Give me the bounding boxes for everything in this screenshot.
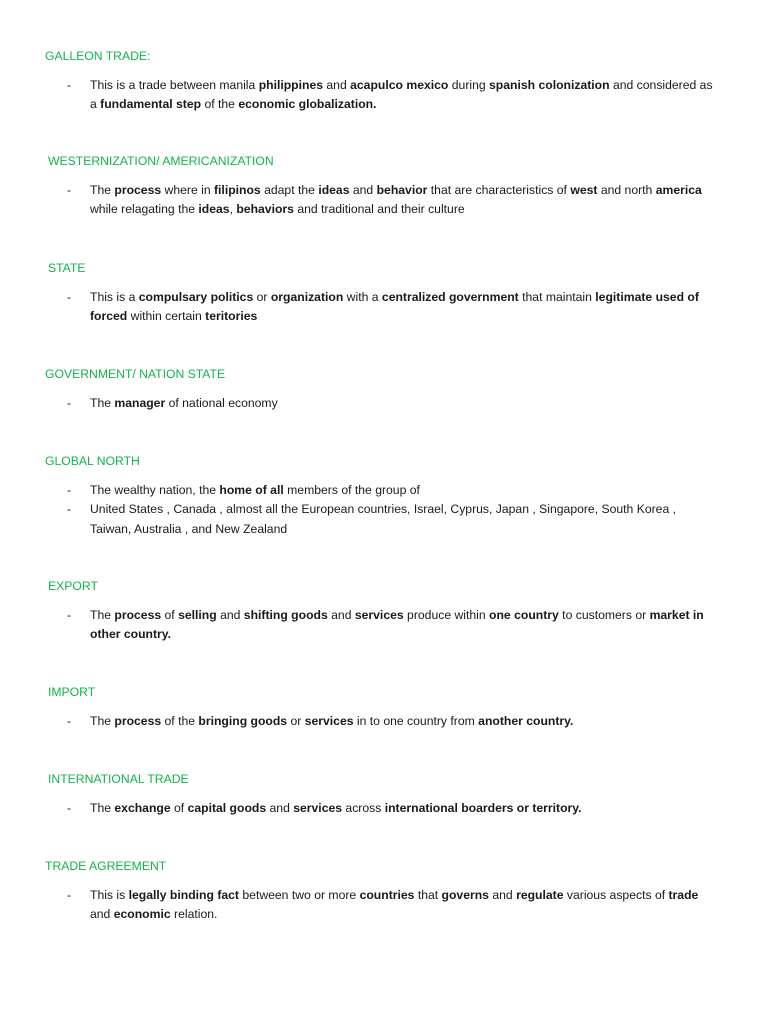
body-text: with a bbox=[343, 290, 382, 304]
bold-term: another country. bbox=[478, 714, 574, 728]
bold-term: economic globalization. bbox=[238, 97, 377, 112]
bold-term: west bbox=[570, 183, 598, 197]
bold-term: governs bbox=[441, 888, 489, 902]
body-text: or bbox=[253, 290, 271, 304]
bold-term: regulate bbox=[516, 888, 564, 902]
bold-term: ideas bbox=[198, 202, 230, 217]
body-text: that maintain bbox=[518, 290, 596, 304]
bold-term: legitimate used of forced bbox=[90, 290, 699, 324]
bold-term: mexico bbox=[406, 78, 449, 92]
body-text: and bbox=[266, 801, 294, 815]
bold-term: process bbox=[114, 608, 162, 622]
bullet-list bbox=[0, 76, 768, 115]
dash-bullet-icon: - bbox=[67, 78, 72, 92]
bullet-list bbox=[0, 181, 768, 220]
body-text: and bbox=[349, 183, 377, 197]
bold-term: process bbox=[114, 714, 162, 728]
section-heading: STATE bbox=[48, 261, 86, 275]
body-text: to customers or bbox=[558, 608, 650, 622]
body-text: of bbox=[161, 608, 179, 622]
bold-term: filipinos bbox=[213, 183, 261, 197]
bold-term: economic bbox=[113, 907, 171, 922]
bullet-item bbox=[0, 288, 720, 327]
body-text: and traditional and their culture bbox=[293, 202, 465, 217]
body-text: The bbox=[90, 608, 115, 622]
body-text: while relagating the bbox=[90, 202, 199, 217]
bold-term: manager bbox=[114, 396, 166, 410]
body-text: and bbox=[90, 907, 114, 922]
dash-bullet-icon: - bbox=[67, 502, 72, 517]
bullet-list bbox=[0, 606, 768, 645]
body-text: This is bbox=[90, 888, 129, 902]
body-text: of the bbox=[161, 714, 199, 728]
body-text: This is a bbox=[90, 290, 139, 304]
body-text: United States , Canada , almost all the European countries, Israel, Cyprus, Japan , Singapore, South Korea , Taiwan, Australia , and New Zealand bbox=[90, 502, 677, 536]
bold-term: legally binding fact bbox=[128, 888, 239, 902]
section-heading: INTERNATIONAL TRADE bbox=[48, 772, 189, 786]
bullet-item bbox=[0, 712, 720, 731]
bullet-item bbox=[0, 76, 720, 115]
bullet-item bbox=[0, 799, 720, 818]
bold-term: services bbox=[354, 608, 404, 622]
bold-term: teritories bbox=[205, 309, 258, 324]
bold-term: capital goods bbox=[187, 801, 267, 815]
bullet-list bbox=[0, 799, 768, 818]
bullet-item bbox=[0, 606, 720, 645]
bold-term: shifting goods bbox=[243, 608, 328, 622]
dash-bullet-icon: - bbox=[67, 888, 72, 902]
body-text: and bbox=[327, 608, 355, 622]
body-text: and bbox=[488, 888, 517, 902]
section-heading: IMPORT bbox=[48, 685, 96, 699]
dash-bullet-icon: - bbox=[67, 801, 72, 815]
body-text: that are characteristics of bbox=[427, 183, 571, 197]
bold-term: selling bbox=[178, 608, 217, 622]
dash-bullet-icon: - bbox=[67, 290, 72, 304]
bullet-list bbox=[0, 288, 768, 327]
section-heading: WESTERNIZATION/ AMERICANIZATION bbox=[48, 154, 274, 168]
section-heading: GLOBAL NORTH bbox=[45, 454, 140, 468]
bullet-list bbox=[0, 886, 768, 925]
bold-term: behavior bbox=[376, 183, 428, 197]
bullet-item bbox=[0, 394, 720, 413]
bold-term: acapulco bbox=[350, 78, 403, 92]
bold-term: services bbox=[304, 714, 354, 728]
bullet-item bbox=[0, 181, 720, 220]
bullet-list bbox=[0, 712, 768, 731]
bold-term: trade bbox=[668, 888, 699, 902]
bold-term: process bbox=[114, 183, 162, 197]
section-heading: GALLEON TRADE: bbox=[45, 49, 151, 63]
body-text: or bbox=[287, 714, 305, 728]
bullet-item bbox=[0, 481, 720, 500]
bold-term: america bbox=[655, 183, 702, 197]
body-text: The bbox=[90, 801, 115, 815]
body-text: within certain bbox=[127, 309, 206, 324]
bold-term: ideas bbox=[318, 183, 350, 197]
bold-term: centralized government bbox=[381, 290, 519, 304]
bold-term: countries bbox=[359, 888, 415, 902]
bullet-item bbox=[0, 500, 720, 539]
body-text: various aspects of bbox=[563, 888, 669, 902]
bold-term: market in other country. bbox=[90, 608, 704, 642]
body-text: and north bbox=[597, 183, 656, 197]
bold-term: spanish colonization bbox=[489, 78, 610, 92]
bold-term: behaviors bbox=[236, 202, 294, 217]
bold-term: international boarders or territory. bbox=[384, 801, 582, 815]
dash-bullet-icon: - bbox=[67, 183, 72, 197]
dash-bullet-icon: - bbox=[67, 714, 72, 728]
body-text: , bbox=[229, 202, 237, 217]
bold-term: organization bbox=[270, 290, 344, 304]
body-text: during bbox=[448, 78, 490, 92]
body-text: that bbox=[414, 888, 442, 902]
body-text: and bbox=[216, 608, 244, 622]
body-text: This is a trade between manila bbox=[90, 78, 259, 92]
body-text: produce within bbox=[403, 608, 490, 622]
body-text: The bbox=[90, 396, 115, 410]
bold-term: bringing goods bbox=[198, 714, 288, 728]
bullet-list bbox=[0, 481, 768, 539]
body-text: The wealthy nation, the bbox=[90, 483, 220, 497]
bullet-item bbox=[0, 886, 720, 925]
body-text: of the bbox=[201, 97, 239, 112]
bold-term: philippines bbox=[258, 78, 324, 92]
bullet-list bbox=[0, 394, 768, 413]
bold-term: home of all bbox=[219, 483, 284, 497]
dash-bullet-icon: - bbox=[67, 396, 72, 410]
bold-term: compulsary politics bbox=[138, 290, 254, 304]
body-text: of national economy bbox=[165, 396, 278, 410]
section-heading: EXPORT bbox=[48, 579, 98, 593]
body-text: adapt the bbox=[260, 183, 319, 197]
body-text: and bbox=[323, 78, 351, 92]
body-text: members of the group of bbox=[283, 483, 420, 497]
body-text: relation. bbox=[170, 907, 218, 922]
body-text: between two or more bbox=[239, 888, 360, 902]
bold-term: exchange bbox=[114, 801, 171, 815]
dash-bullet-icon: - bbox=[67, 608, 72, 622]
body-text: where in bbox=[161, 183, 214, 197]
section-heading: TRADE AGREEMENT bbox=[45, 859, 167, 873]
body-text: The bbox=[90, 183, 115, 197]
body-text: in to one country from bbox=[353, 714, 479, 728]
body-text: of bbox=[170, 801, 188, 815]
dash-bullet-icon: - bbox=[67, 483, 72, 497]
body-text: The bbox=[90, 714, 115, 728]
bold-term: services bbox=[293, 801, 343, 815]
body-text: and considered as a bbox=[90, 78, 713, 112]
body-text: across bbox=[342, 801, 385, 815]
bold-term: fundamental step bbox=[100, 97, 202, 112]
bold-term: one country bbox=[489, 608, 559, 622]
section-heading: GOVERNMENT/ NATION STATE bbox=[45, 367, 226, 381]
